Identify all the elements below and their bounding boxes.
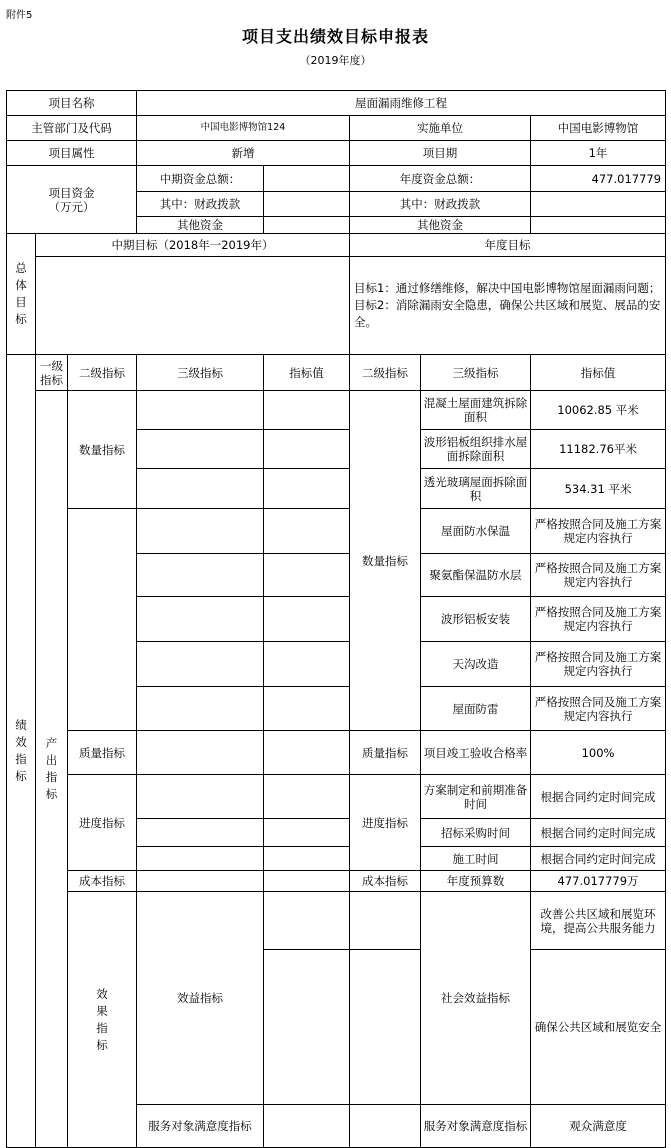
- quantity-item-value: 严格按照合同及施工方案规定内容执行: [531, 597, 666, 642]
- mid-fiscal-label: 其中：财政拨款: [137, 192, 264, 217]
- right-quality-label: 质量指标: [350, 731, 421, 775]
- dept-value: 中国电影博物馆124: [137, 116, 350, 141]
- annual-total-label: 年度资金总额：: [350, 166, 531, 192]
- progress-item-value: 根据合同约定时间完成: [531, 847, 666, 871]
- mid-total-value: [264, 166, 350, 192]
- left-level3-cell: [264, 892, 350, 950]
- project-name-label: 项目名称: [7, 91, 137, 116]
- right-value-header: 指标值: [531, 355, 666, 391]
- right-level3-header: 三级指标: [421, 355, 531, 391]
- left-quality-label: 质量指标: [68, 731, 137, 775]
- performance-goal-table: [6, 90, 666, 1148]
- left-level3-cell: [137, 469, 264, 509]
- dept-label: 主管部门及代码: [7, 116, 137, 141]
- left-value-cell: [264, 687, 350, 731]
- cost-item-value: 477.017779万: [531, 871, 666, 892]
- page-subtitle: （2019年度）: [299, 54, 372, 67]
- left-progress-label: 进度指标: [68, 775, 137, 871]
- effect-indicator-label: 效果指标: [68, 892, 137, 1148]
- progress-item-name: 施工时间: [421, 847, 531, 871]
- quantity-item-name: 透光玻璃屋面拆除面积: [421, 469, 531, 509]
- impl-unit-label: 实施单位: [350, 116, 531, 141]
- left-value-cell: [264, 871, 350, 892]
- left-value-header: 指标值: [264, 355, 350, 391]
- right-social-label: 社会效益指标: [421, 892, 531, 1105]
- left-level3-cell: [137, 731, 264, 775]
- level1-header: 一级指标: [36, 355, 68, 391]
- left-level3-cell: [137, 554, 264, 597]
- right-satisfaction-label: 服务对象满意度指标: [421, 1105, 531, 1148]
- left-value-cell: [350, 950, 421, 1105]
- progress-item-value: 根据合同约定时间完成: [531, 775, 666, 819]
- left-level3-cell: [137, 430, 264, 469]
- right-cost-label: 成本指标: [350, 871, 421, 892]
- page-title: 项目支出绩效目标申报表: [241, 27, 429, 46]
- left-level3-cell: [137, 871, 264, 892]
- annual-other-label: 其他资金: [350, 217, 531, 234]
- progress-item-name: 招标采购时间: [421, 819, 531, 847]
- project-period-label: 项目期: [350, 141, 531, 166]
- annual-total-value: 477.017779: [531, 166, 666, 192]
- annual-goal-1: 目标1：通过修缮维修，解决中国电影博物馆屋面漏雨问题；: [354, 281, 661, 295]
- left-value-cell: [264, 509, 350, 554]
- left-level3-cell: [137, 847, 264, 871]
- annual-fiscal-label: 其中：财政拨款: [350, 192, 531, 217]
- left-level2-header: 二级指标: [68, 355, 137, 391]
- left-benefit-label: 效益指标: [137, 892, 264, 1105]
- left-value-cell: [264, 554, 350, 597]
- left-quantity-label: 数量指标: [68, 391, 137, 509]
- annual-goal-content: [350, 257, 666, 355]
- mid-fiscal-value: [264, 192, 350, 217]
- project-name-value: 屋面漏雨维修工程: [137, 91, 666, 116]
- social-item-name: 确保公共区域和展览安全: [531, 950, 666, 1105]
- left-level3-cell: [137, 775, 264, 819]
- overall-goal-label: 总体目标: [7, 234, 36, 355]
- project-funds-label-line2: （万元）: [48, 199, 95, 214]
- left-cost-label: 成本指标: [68, 871, 137, 892]
- left-level3-cell: [137, 597, 264, 642]
- mid-other-value: [264, 217, 350, 234]
- left-level3-cell: [137, 819, 264, 847]
- performance-indicator-label: 绩效指标: [7, 355, 36, 1148]
- output-indicator-label: 产出指标: [36, 391, 68, 1148]
- quantity-item-value: 严格按照合同及施工方案规定内容执行: [531, 554, 666, 597]
- left-value-cell: [264, 847, 350, 871]
- impl-unit-value: 中国电影博物馆: [531, 116, 666, 141]
- left-value-cell: [350, 892, 421, 950]
- cost-item-name: 年度预算数: [421, 871, 531, 892]
- left-value-cell: [264, 819, 350, 847]
- project-attr-value: 新增: [137, 141, 350, 166]
- left-level3-cell: [264, 950, 350, 1105]
- project-funds-label: [7, 166, 137, 234]
- mid-term-goal-content: [36, 257, 350, 355]
- quality-item-name: 项目竣工验收合格率: [421, 731, 531, 775]
- right-progress-label: 进度指标: [350, 775, 421, 871]
- left-value-cell: [264, 731, 350, 775]
- left-value-cell: [350, 1105, 421, 1148]
- left-value-cell: [264, 642, 350, 687]
- quantity-item-value: 严格按照合同及施工方案规定内容执行: [531, 642, 666, 687]
- project-period-value: 1年: [531, 141, 666, 166]
- annual-goal-2: 目标2：消除漏雨安全隐患，确保公共区域和展览、展品的安全。: [354, 298, 661, 329]
- satisfaction-item-name: 观众满意度: [531, 1105, 666, 1148]
- annual-other-value: [531, 217, 666, 234]
- attachment-label: 附件5: [6, 10, 33, 21]
- annual-fiscal-value: [531, 192, 666, 217]
- left-level3-cell: [137, 687, 264, 731]
- quantity-item-name: 聚氨酯保温防水层: [421, 554, 531, 597]
- left-value-cell: [264, 469, 350, 509]
- mid-other-label: 其他资金: [137, 217, 264, 234]
- left-level3-cell: [137, 509, 264, 554]
- quantity-item-value: 严格按照合同及施工方案规定内容执行: [531, 687, 666, 731]
- left-level2-empty: [68, 509, 137, 731]
- progress-item-value: 根据合同约定时间完成: [531, 819, 666, 847]
- left-value-cell: [264, 430, 350, 469]
- quantity-item-name: 屋面防雷: [421, 687, 531, 731]
- quantity-item-name: 屋面防水保温: [421, 509, 531, 554]
- quality-item-value: 100%: [531, 731, 666, 775]
- mid-total-label: 中期资金总额：: [137, 166, 264, 192]
- social-item-name: 改善公共区域和展览环境，提高公共服务能力: [531, 892, 666, 950]
- quantity-item-value: 严格按照合同及施工方案规定内容执行: [531, 509, 666, 554]
- annual-goal-header: 年度目标: [350, 234, 666, 257]
- progress-item-name: 方案制定和前期准备时间: [421, 775, 531, 819]
- quantity-item-name: 混凝土屋面建筑拆除面积: [421, 391, 531, 430]
- mid-term-goal-header: 中期目标（2018年一2019年）: [36, 234, 350, 257]
- project-funds-label-line1: 项目资金: [48, 185, 95, 200]
- left-value-cell: [264, 775, 350, 819]
- left-value-cell: [264, 391, 350, 430]
- right-quantity-label: 数量指标: [350, 391, 421, 731]
- left-level3-cell: [264, 1105, 350, 1148]
- right-level2-header: 二级指标: [350, 355, 421, 391]
- quantity-item-name: 天沟改造: [421, 642, 531, 687]
- quantity-item-value: 534.31 平米: [531, 469, 666, 509]
- quantity-item-name: 波形铝板安装: [421, 597, 531, 642]
- left-value-cell: [264, 597, 350, 642]
- project-attr-label: 项目属性: [7, 141, 137, 166]
- left-level3-cell: [137, 391, 264, 430]
- quantity-item-name: 波形铝板组织排水屋面拆除面积: [421, 430, 531, 469]
- quantity-item-value: 10062.85 平米: [531, 391, 666, 430]
- left-satisfaction-label: 服务对象满意度指标: [137, 1105, 264, 1148]
- quantity-item-value: 11182.76平米: [531, 430, 666, 469]
- left-level3-cell: [137, 642, 264, 687]
- left-level3-header: 三级指标: [137, 355, 264, 391]
